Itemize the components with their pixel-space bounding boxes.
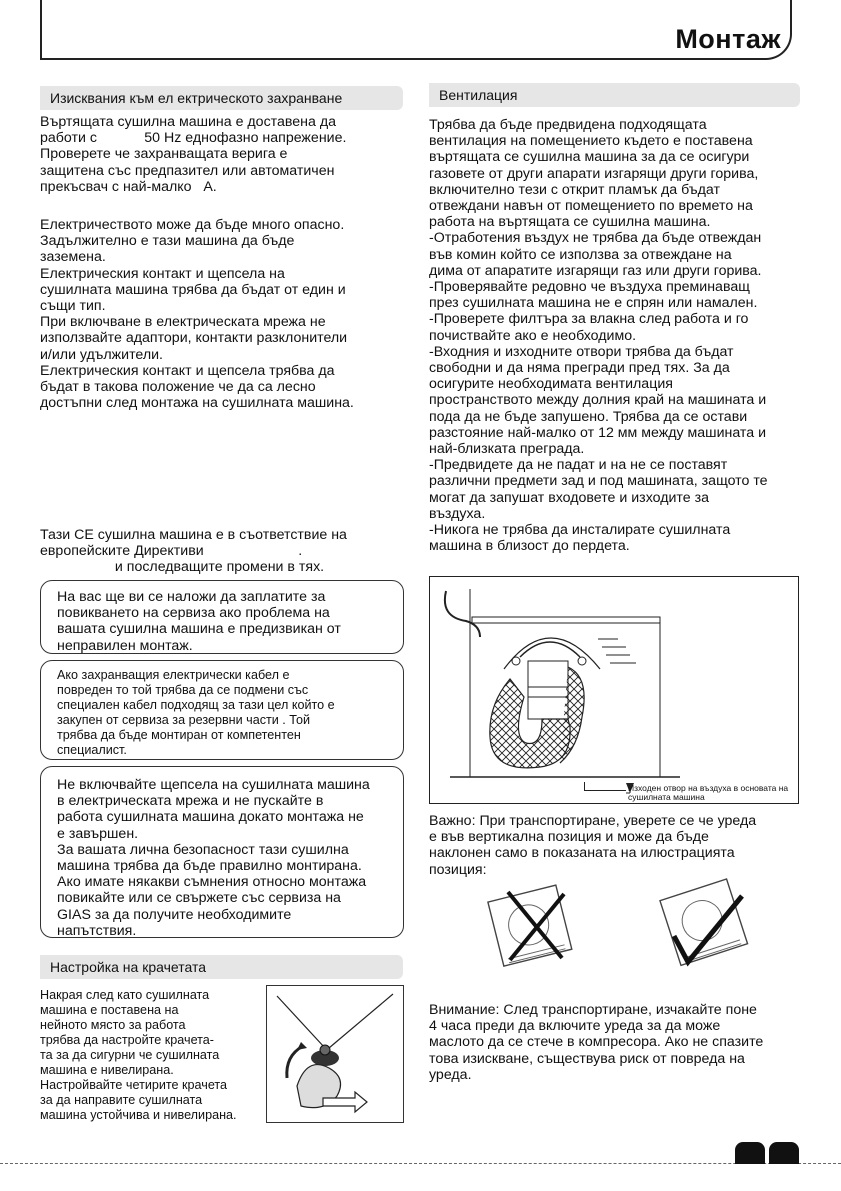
text-line: машина в близост до пердета. <box>429 538 630 555</box>
text-line: Тази CE сушилна машина е в съответствие на <box>40 527 347 543</box>
text-line: могат да запушат входовете и изходите за <box>429 489 709 506</box>
notice-box-installation-safety <box>40 766 404 938</box>
text-line: заземена. <box>40 249 106 266</box>
wrong-tilt-illustration <box>478 880 588 980</box>
text-line: Ако имате някакви съмнения относно монтажа <box>57 874 367 891</box>
dryer-cutaway-illustration <box>430 577 798 803</box>
text-line: във комин който се използва за отвеждане на <box>429 246 732 263</box>
text-line: дима от апаратите изгарящи газ или други горива. <box>429 262 762 279</box>
text-line: в електрическата мрежа и не пускайте в <box>57 793 324 810</box>
text-line: позиция: <box>429 861 487 878</box>
notice-box-service-fee <box>40 580 404 654</box>
text-line: -Предвидете да не падат и на не се поставят <box>429 457 728 474</box>
ce-compliance-text <box>40 527 410 576</box>
text-line: Не включвайте щепсела на сушилната машина <box>57 777 370 793</box>
text-line: и последващите промени в тях. <box>40 559 325 576</box>
text-line: трябва да бъде монтиран от компетентен <box>57 728 301 742</box>
section-heading-ventilation: Вентилация <box>429 83 800 107</box>
text-line: Електричеството може да бъде много опасно. <box>40 217 345 234</box>
text-line: същи тип. <box>40 298 106 315</box>
page-tab-right <box>769 1142 799 1164</box>
section-heading-feet: Настройка на крачетата <box>40 955 403 979</box>
text-line: въртящата се сушилна машина за да се осигури <box>429 149 750 166</box>
transport-note-text <box>429 813 801 878</box>
text-line: почиствайте ако е необходимо. <box>429 327 637 344</box>
ventilation-text <box>429 117 801 554</box>
text-line: използвайте адаптори, контакти разклонители <box>40 330 348 347</box>
feet-adjustment-illustration <box>266 985 404 1123</box>
text-line: неправилен монтаж. <box>57 637 193 654</box>
text-line: разстояние най-малко от 12 мм между машината и <box>429 424 767 441</box>
text-line: напътствия. <box>57 922 137 939</box>
text-line: специалист. <box>57 743 127 757</box>
text-line: машина е поставена на <box>40 1003 179 1017</box>
air-outlet-diagram <box>429 576 799 804</box>
text-line: Настройвайте четирите крачета <box>40 1078 228 1092</box>
text-line: -Отработения въздух не трябва да бъде отвеждан <box>429 230 762 247</box>
text-line: Важно: При транспортиране, уверете се че уреда <box>429 813 757 829</box>
text-line: газовете от други апарати изгарящи други горива, <box>429 165 759 182</box>
power-requirements-text <box>40 114 410 411</box>
text-line: За вашата лична безопасност тази сушилна <box>57 841 349 858</box>
text-line: вентилация на помещението където е поставена <box>429 133 753 150</box>
feet-adjustment-text <box>40 988 270 1123</box>
text-line: достъпни след монтажа на сушилната машина. <box>40 395 354 412</box>
caption-leader-line <box>584 790 626 791</box>
text-line: пространството между долния край на машината и <box>429 392 767 409</box>
text-line: наклонен само в показаната на илюстрацията <box>429 845 735 862</box>
text-line: Внимание: След транспортиране, изчакайте поне <box>429 1002 757 1018</box>
text-line: Трябва да бъде предвидена подходящата <box>429 117 707 133</box>
footer-divider <box>0 1163 841 1164</box>
text-line: е във вертикална позиция и може да бъде <box>429 829 709 846</box>
text-line: -Входния и изходните отвори трябва да бъдат <box>429 343 734 360</box>
text-line: най-близката преграда. <box>429 441 585 458</box>
text-line: бъдат в такова положение че да са лесно <box>40 379 316 396</box>
text-line: Въртящата сушилна машина е доставена да <box>40 114 336 130</box>
section-heading-power: Изисквания към ел ектрическото захранване <box>40 86 403 110</box>
page-tab-left <box>735 1142 765 1164</box>
text-line: защитена със предпазител или автоматичен <box>40 162 335 179</box>
text-line: европейските Директиви . <box>40 543 303 560</box>
hand-adjusting-foot-icon <box>267 986 403 1122</box>
text-line: -Никога не трябва да инсталирате сушилната <box>429 522 731 539</box>
text-line: Проверете че захранващата верига е <box>40 146 288 163</box>
text-line: въздуха. <box>429 505 486 522</box>
text-line: сушилната машина трябва да бъдат от един и <box>40 281 346 298</box>
text-line: специален кабел подходящ за тази цел който е <box>57 698 335 712</box>
text-line: Електрическия контакт и щепсела трябва да <box>40 362 335 379</box>
text-line: машина трябва да бъде правилно монтирана. <box>57 858 362 875</box>
text-line: машина е нивелирана. <box>40 1063 174 1077</box>
text-line: GIAS за да получите необходимите <box>57 906 292 923</box>
text-line: Накрая след като сушилната <box>40 988 210 1002</box>
text-line: свободни и да няма прегради пред тях. За да <box>429 360 730 377</box>
text-line: вашата сушилна машина е предизвикан от <box>57 621 341 638</box>
text-line: Ако захранващия електрически кабел е <box>57 668 290 682</box>
text-line: 4 часа преди да включите уреда за да може <box>429 1018 721 1035</box>
text-line: за да направите сушилната <box>40 1093 203 1107</box>
text-line: нейното място за работа <box>40 1018 186 1032</box>
text-line: прекъсвач с най-малко A. <box>40 178 217 195</box>
text-line: Електрическия контакт и щепсела на <box>40 265 285 282</box>
caption-leader-arrow <box>584 782 585 790</box>
text-line: работи с 50 Hz еднофазно напрежение. <box>40 130 347 147</box>
text-line: и/или удължители. <box>40 346 163 363</box>
text-line: през сушилната машина не е спрян или намален. <box>429 295 758 312</box>
text-line: машина устойчива и нивелирана. <box>40 1108 237 1122</box>
text-line: Задължително е тази машина да бъде <box>40 233 295 250</box>
text-line: уреда. <box>429 1066 472 1083</box>
text-line: е завършен. <box>57 825 139 842</box>
text-line: включително тези с открит пламък да бъдат <box>429 181 721 198</box>
notice-box-power-cable <box>40 660 404 760</box>
correct-tilt-illustration <box>650 874 760 980</box>
page-title: Монтаж <box>675 24 781 54</box>
check-mark-icon <box>650 874 760 980</box>
text-line: отвеждани навън от помещението по времето на <box>429 198 753 215</box>
text-line: трябва да настройте крачета- <box>40 1033 214 1047</box>
text-line: та за да сигурни че сушилната <box>40 1048 220 1062</box>
text-line: осигурите необходимата вентилация <box>429 376 673 393</box>
cross-mark-icon <box>478 880 588 980</box>
text-line: работа сушилната машина докато монтажа не <box>57 809 364 826</box>
text-line: пода да не бъде запушено. Трябва да се остави <box>429 408 748 425</box>
text-line: закупен от сервиза за резервни части . Той <box>57 713 311 727</box>
figure-caption: Изходен отвор на въздуха в основата на сушилната машина <box>628 783 789 802</box>
text-line: маслото да се стече в компресора. Ако не спазите <box>429 1034 764 1051</box>
text-line: При включване в електрическата мрежа не <box>40 314 326 331</box>
attention-note-text <box>429 1002 801 1083</box>
text-line: това изискване, съществува риск от повреда на <box>429 1050 745 1067</box>
text-line: повикването на сервиза ако проблема на <box>57 605 330 622</box>
text-line: -Проверете филтъра за влакна след работа и го <box>429 311 749 328</box>
text-line: различни предмети зад и под машината, защото те <box>429 473 768 490</box>
text-line: повикайте или се свържете със сервиза на <box>57 890 341 907</box>
text-line: На вас ще ви се наложи да заплатите за <box>57 589 326 605</box>
text-line: повреден то той трябва да се подмени със <box>57 683 309 697</box>
text-line: работа на въртящата се сушилна машина. <box>429 214 711 231</box>
text-line: -Проверявайте редовно че въздуха преминаващ <box>429 279 750 296</box>
